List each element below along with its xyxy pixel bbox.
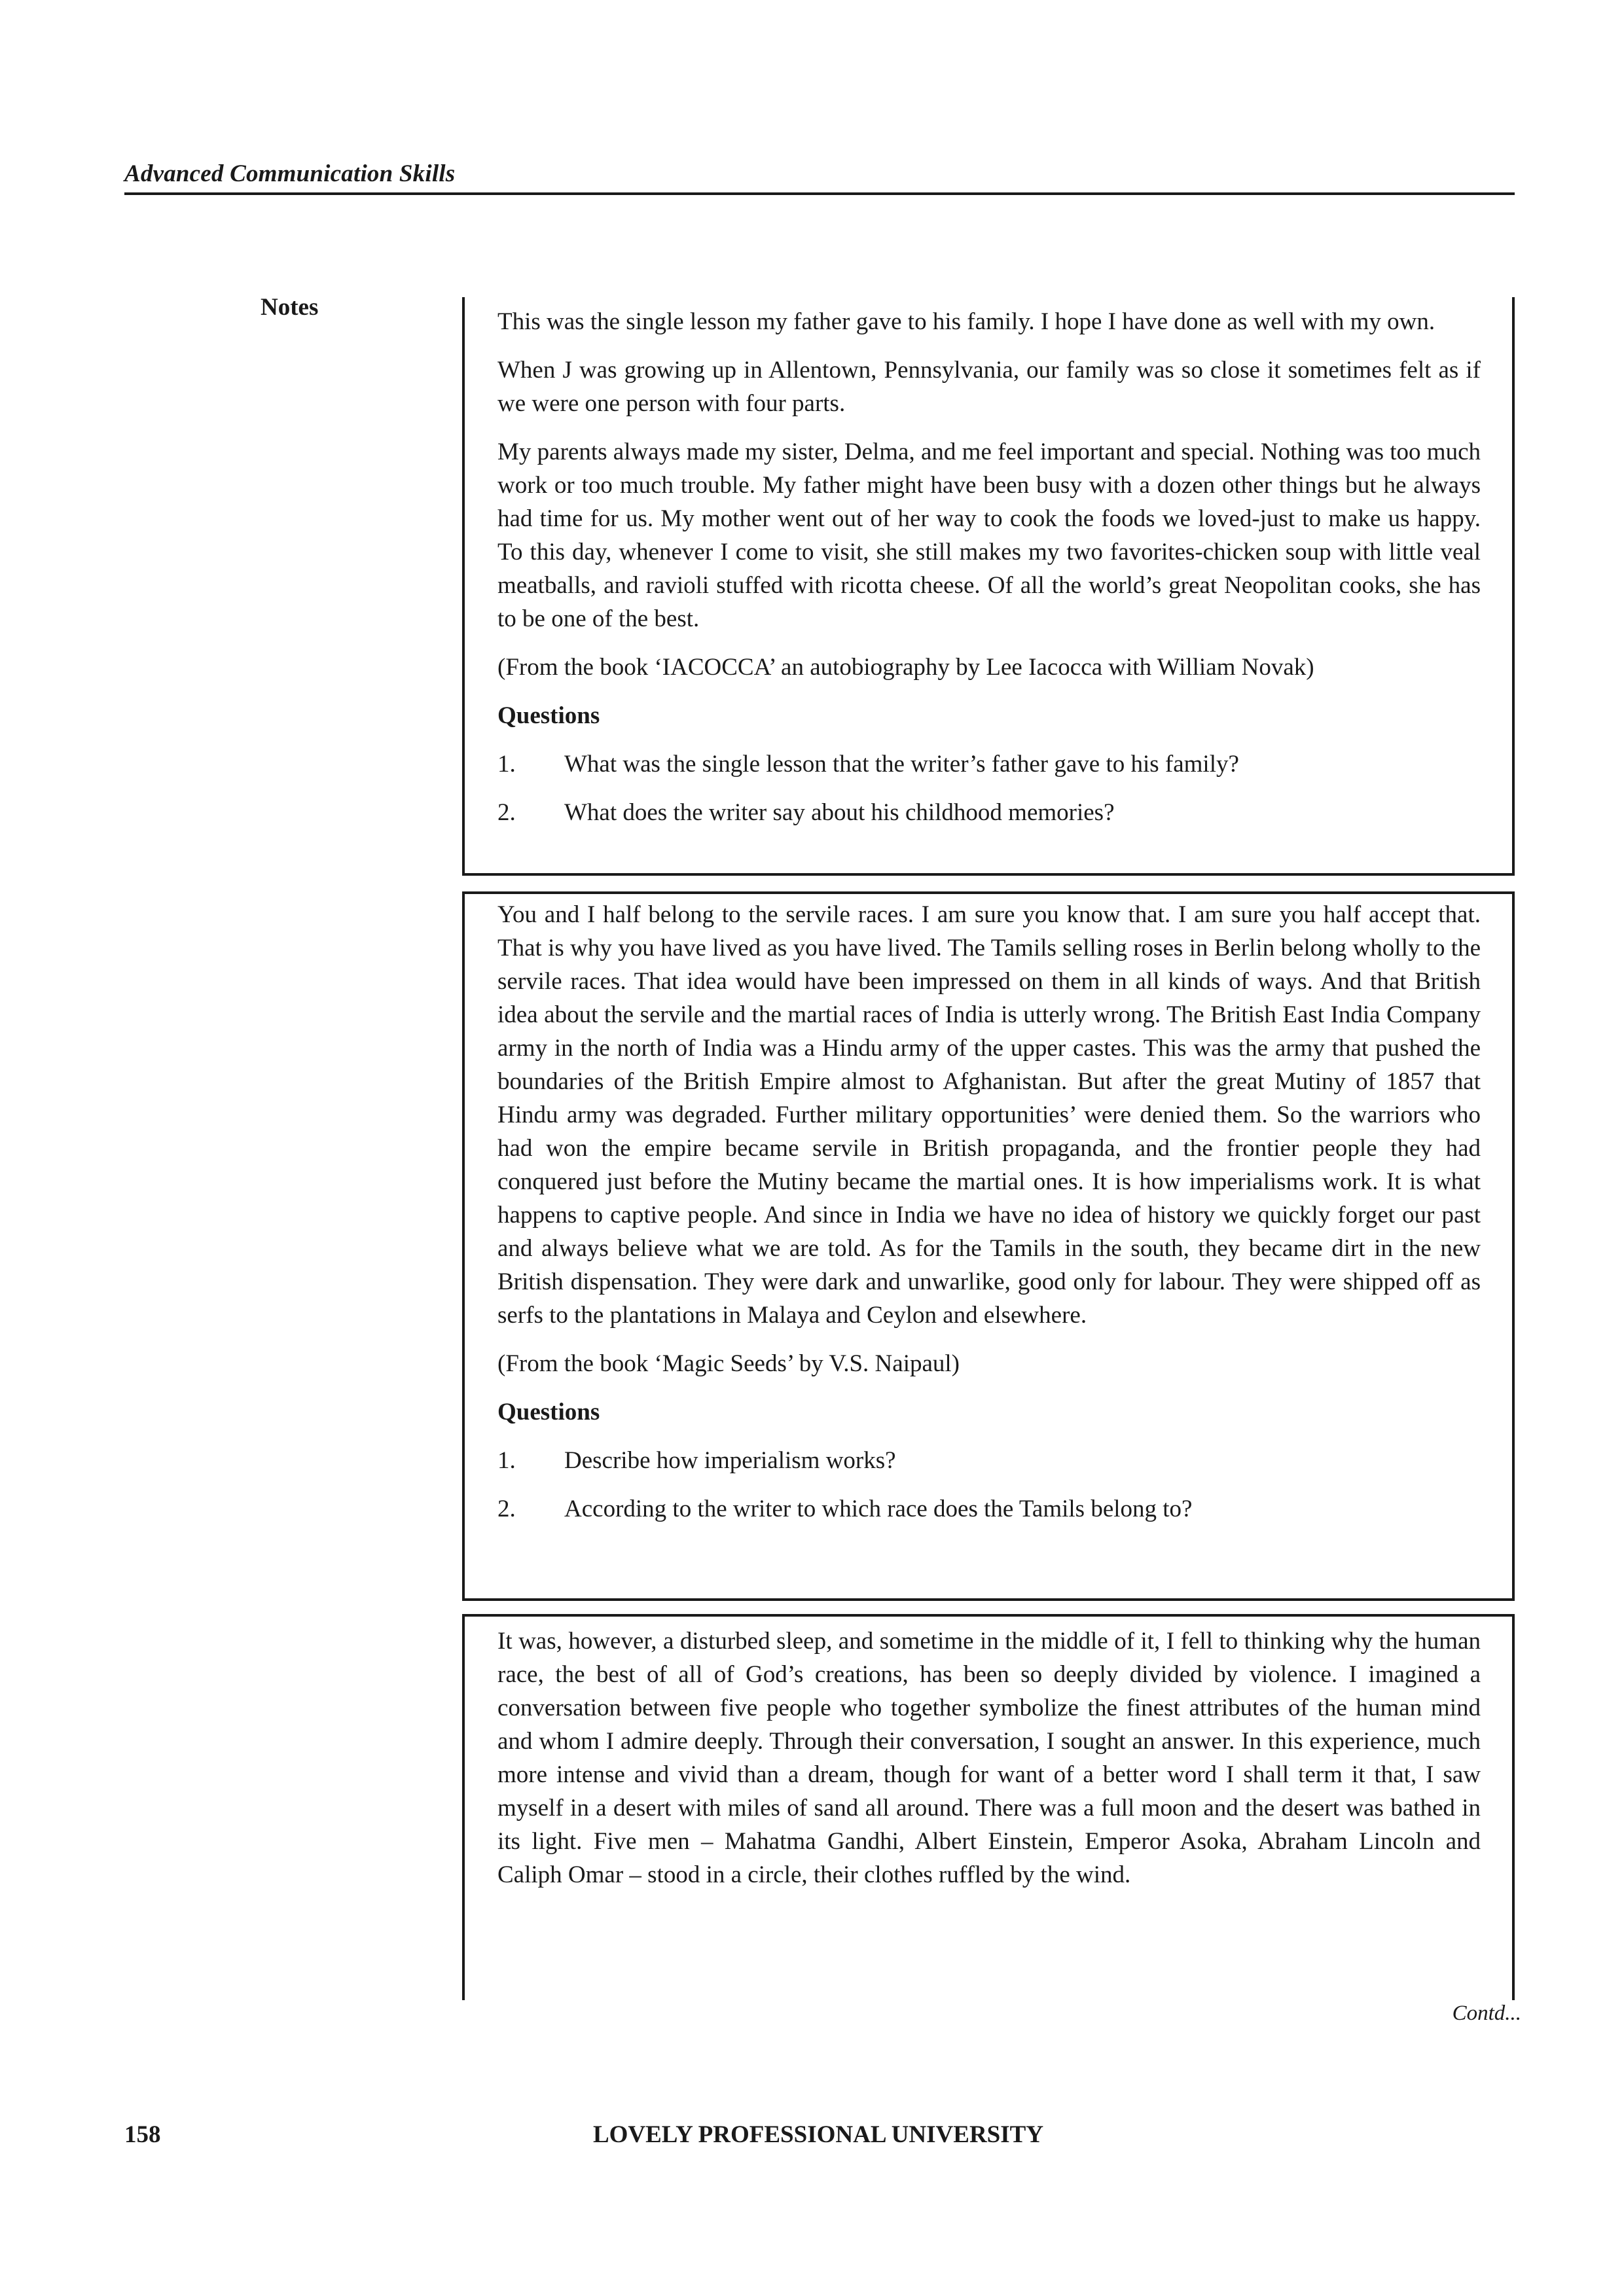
excerpt-box-iacocca [462, 297, 1515, 876]
running-header-title: Advanced Communication Skills [124, 160, 456, 187]
excerpt-source: (From the book ‘IACOCCA’ an autobiography by Lee Iacocca with William Novak) [497, 654, 1314, 681]
question-item [497, 1444, 1481, 1477]
questions-heading: Questions [497, 1399, 600, 1426]
question-item [497, 796, 1481, 829]
question-number: 1. [497, 1447, 516, 1474]
notes-margin-label: Notes [261, 294, 319, 321]
question-number: 1. [497, 751, 516, 778]
excerpt-source: (From the book ‘Magic Seeds’ by V.S. Naipaul) [497, 1350, 960, 1377]
question-number: 2. [497, 799, 516, 826]
continuation-marker: Contd... [1452, 2001, 1521, 2025]
question-number: 2. [497, 1496, 516, 1522]
header-rule [124, 192, 1515, 195]
excerpt-paragraph: You and I half belong to the servile races. I am sure you know that. I am sure you half accept that. That is why you have lived as you have lived. The Tamils selling roses in Berlin belong wholly to the servile races. That idea would have been impressed on them in all kinds of ways. And that British idea about the servile and the martial races of India is utterly wrong. The British East India Company army in the north of India was a Hindu army of the upper castes. This was the army that pushed the boundaries of the British Empire almost to Afghanistan. But after the great Mutiny of 1857 that Hindu army was degraded. Further military opportunities’ were denied them. So the warriors who had won the empire became servile in British propaganda, and the frontier people they had conquered just before the Mutiny became the martial ones. It is how imperialisms work. It is what happens to captive people. And since in India we have no idea of history we quickly forget our past and always believe what we are told. As for the Tamils in the south, they became dirt in the new British dispensation. They were dark and unwarlike, good only for labour. They were shipped off as serfs to the plantations in Malaya and Ceylon and elsewhere. [497, 901, 1481, 1329]
footer-publisher: LOVELY PROFESSIONAL UNIVERSITY [592, 2121, 1044, 2148]
question-text: Describe how imperialism works? [564, 1447, 896, 1474]
excerpt-paragraph: This was the single lesson my father gave to his family. I hope I have done as well with my own. [497, 308, 1435, 335]
question-text: What was the single lesson that the writer’s father gave to his family? [564, 751, 1239, 778]
question-text: According to the writer to which race does the Tamils belong to? [564, 1496, 1193, 1522]
questions-heading: Questions [497, 702, 600, 729]
excerpt-paragraph: When J was growing up in Allentown, Pennsylvania, our family was so close it sometimes felt as if we were one person with four parts. [497, 357, 1481, 417]
excerpt-box-conversation [462, 1614, 1515, 2000]
excerpt-paragraph: It was, however, a disturbed sleep, and sometime in the middle of it, I fell to thinking why the human race, the best of all of God’s creations, has been so deeply divided by violence. I imagined a conversation between five people who together symbolize the finest attributes of the human mind and whom I admire deeply. Through their conversation, I sought an answer. In this experience, much more intense and vivid than a dream, though for want of a better word I shall term it that, I saw myself in a desert with miles of sand all around. There was a full moon and the desert was bathed in its light. Five men – Mahatma Gandhi, Albert Einstein, Emperor Asoka, Abraham Lincoln and Caliph Omar – stood in a circle, their clothes ruffled by the wind. [497, 1628, 1481, 1888]
question-item [497, 1492, 1481, 1526]
page-number: 158 [124, 2121, 161, 2148]
excerpt-paragraph: My parents always made my sister, Delma, and me feel important and special. Nothing was too much work or too much trouble. My father might have been busy with a dozen other things but he always had time for us. My mother went out of her way to cook the foods we loved-just to make us happy. To this day, whenever I come to visit, she still makes my two favorites-chicken soup with little veal meatballs, and ravioli stuffed with ricotta cheese. Of all the world’s great Neopolitan cooks, she has to be one of the best. [497, 439, 1481, 632]
question-text: What does the writer say about his childhood memories? [564, 799, 1115, 826]
excerpt-box-magic-seeds [462, 891, 1515, 1601]
question-item [497, 747, 1481, 781]
